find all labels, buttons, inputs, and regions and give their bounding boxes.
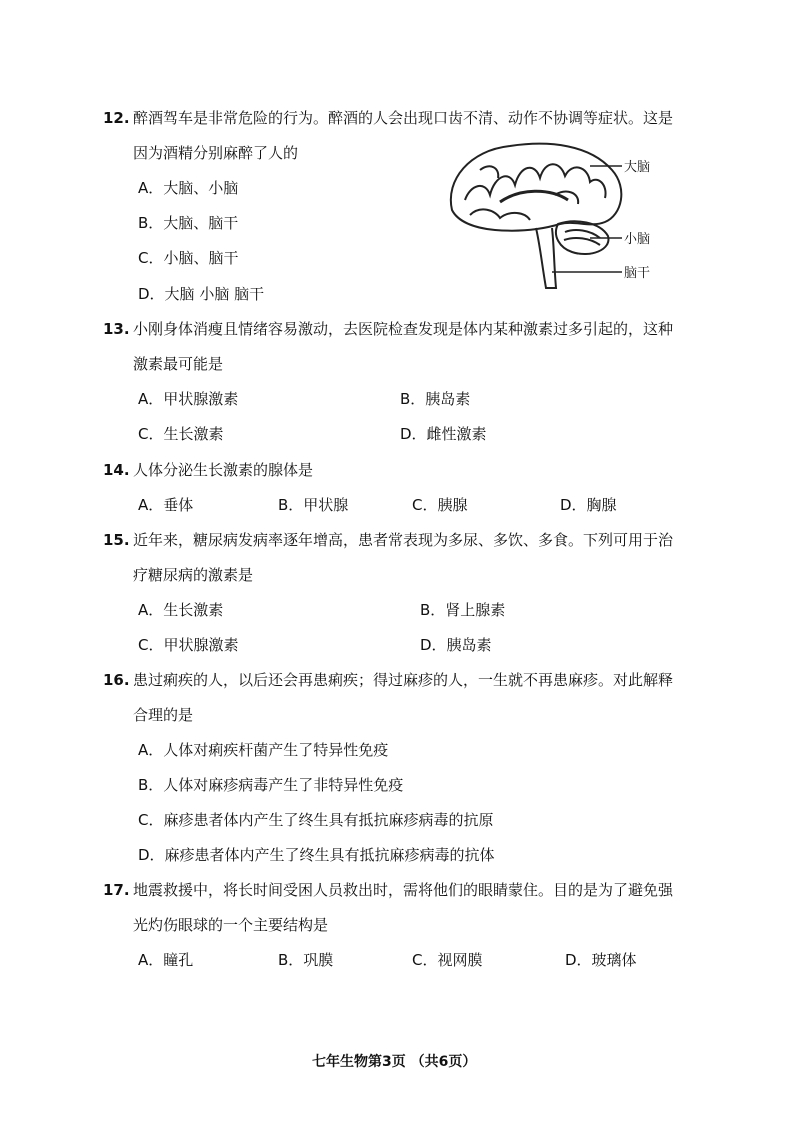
option-b[interactable]: B．大脑、脑干	[138, 214, 239, 232]
question-number: 14.	[103, 461, 130, 479]
option-b[interactable]: B．巩膜	[278, 951, 334, 969]
option-a[interactable]: A．甲状腺激素	[138, 390, 239, 408]
question-text-line: 小刚身体消瘦且情绪容易激动，去医院检查发现是体内某种激素过多引起的，这种	[133, 320, 674, 338]
question-text-line: 光灼伤眼球的一个主要结构是	[133, 916, 329, 934]
option-c[interactable]: C．甲状腺激素	[138, 636, 239, 654]
option-a[interactable]: A．生长激素	[138, 601, 224, 619]
question-text-line: 地震救援中，将长时间受困人员救出时，需将他们的眼睛蒙住。目的是为了避免强	[133, 881, 674, 899]
question-number: 16.	[103, 671, 130, 689]
option-d[interactable]: D．麻疹患者体内产生了终生具有抵抗麻疹病毒的抗体	[138, 846, 495, 864]
question-text-line: 醉酒驾车是非常危险的行为。醉酒的人会出现口齿不清、动作不协调等症状。这是	[133, 109, 674, 127]
option-d[interactable]: D．胸腺	[560, 496, 617, 514]
option-c[interactable]: C．视网膜	[412, 951, 483, 969]
question-text-line: 疗糖尿病的激素是	[133, 566, 254, 584]
option-a[interactable]: A．瞳孔	[138, 951, 194, 969]
brainstem-shape	[536, 228, 556, 288]
option-c[interactable]: C．麻疹患者体内产生了终生具有抵抗麻疹病毒的抗原	[138, 811, 494, 829]
brain-diagram	[440, 140, 660, 295]
option-b[interactable]: B．肾上腺素	[420, 601, 506, 619]
option-d[interactable]: D．胰岛素	[420, 636, 492, 654]
option-b[interactable]: B．胰岛素	[400, 390, 471, 408]
question-text-line: 合理的是	[133, 706, 194, 724]
question-number: 15.	[103, 531, 130, 549]
option-b[interactable]: B．甲状腺	[278, 496, 349, 514]
label-cerebrum: 大脑	[624, 160, 651, 175]
question-text-line: 近年来，糖尿病发病率逐年增高，患者常表现为多尿、多饮、多食。下列可用于治	[133, 531, 674, 549]
option-a[interactable]: A．人体对痢疾杆菌产生了特异性免疫	[138, 741, 389, 759]
option-c[interactable]: C．小脑、脑干	[138, 249, 239, 267]
question-text-line: 激素最可能是	[133, 355, 224, 373]
option-d[interactable]: D．雌性激素	[400, 425, 487, 443]
option-c[interactable]: C．生长激素	[138, 425, 224, 443]
option-d[interactable]: D．玻璃体	[565, 951, 637, 969]
option-c[interactable]: C．胰腺	[412, 496, 468, 514]
question-number: 12.	[103, 109, 130, 127]
option-a[interactable]: A．大脑、小脑	[138, 179, 239, 197]
question-text-line: 患过痢疾的人，以后还会再患痢疾；得过麻疹的人，一生就不再患麻疹。对此解释	[133, 671, 674, 689]
option-a[interactable]: A．垂体	[138, 496, 194, 514]
question-text-line: 人体分泌生长激素的腺体是	[133, 461, 314, 479]
question-text-line: 因为酒精分别麻醉了人的	[133, 144, 299, 162]
question-number: 17.	[103, 881, 130, 899]
option-d[interactable]: D．大脑 小脑 脑干	[138, 285, 265, 303]
option-b[interactable]: B．人体对麻疹病毒产生了非特异性免疫	[138, 776, 404, 794]
page-footer: 七年生物第3页 （共6页）	[312, 1054, 477, 1070]
question-number: 13.	[103, 320, 130, 338]
label-cerebellum: 小脑	[624, 232, 651, 247]
label-brainstem: 脑干	[624, 266, 651, 281]
